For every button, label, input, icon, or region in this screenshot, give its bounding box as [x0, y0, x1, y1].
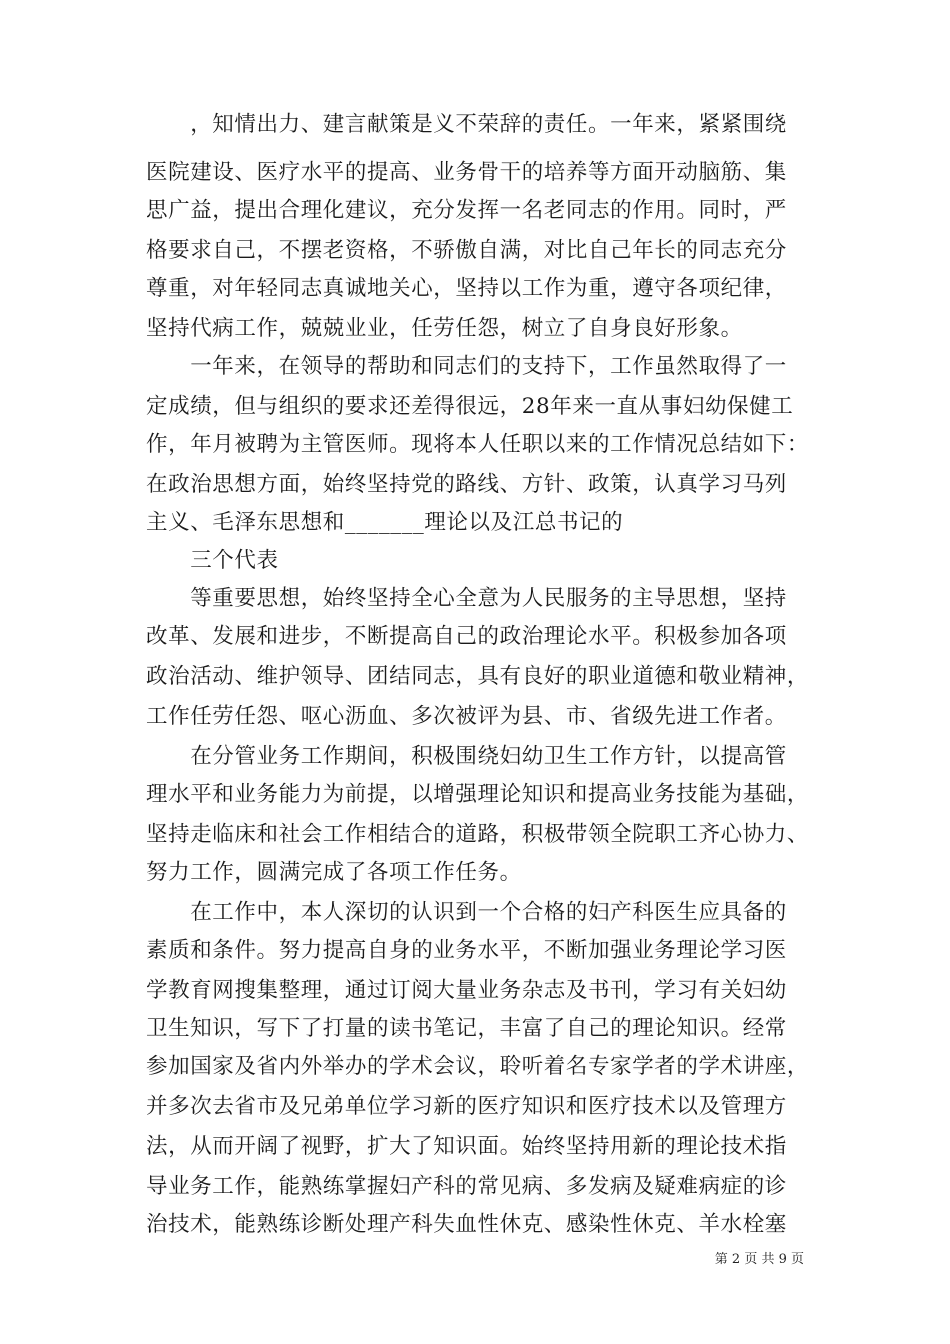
text-line: 在分管业务工作期间，积极围绕妇幼卫生工作方针，以提高管	[146, 744, 787, 769]
text-line: 在工作中，本人深切的认识到一个合格的妇产科医生应具备的	[146, 900, 787, 925]
text-line: 卫生知识，写下了打量的读书笔记，丰富了自己的理论知识。经常	[146, 1016, 787, 1041]
text-line: 医院建设、医疗水平的提高、业务骨干的培养等方面开动脑筋、集	[146, 160, 787, 185]
page-number: 第 2 页 共 9 页	[714, 1252, 804, 1267]
text-line: 法，从而开阔了视野，扩大了知识面。始终坚持用新的理论技术指	[146, 1134, 787, 1159]
text-line: 等重要思想，始终坚持全心全意为人民服务的主导思想，坚持	[146, 586, 787, 611]
text-line: 工作任劳任怨、呕心沥血、多次被评为县、市、省级先进工作者。	[146, 704, 787, 729]
text-line: 努力工作，圆满完成了各项工作任务。	[146, 860, 522, 885]
text-line: 理水平和业务能力为前提，以增强理论知识和提高业务技能为基础，	[146, 782, 810, 807]
text-line: 主义、毛泽东思想和_______理论以及江总书记的	[146, 510, 624, 535]
text-line: 素质和条件。努力提高自身的业务水平，不断加强业务理论学习医	[146, 938, 787, 963]
text-line: 作，年月被聘为主管医师。现将本人任职以来的工作情况总结如下：	[146, 432, 810, 457]
text-line: 参加国家及省内外举办的学术会议，聆听着名专家学者的学术讲座，	[146, 1054, 810, 1079]
text-line: 格要求自己，不摆老资格，不骄傲自满，对比自己年长的同志充分	[146, 238, 787, 263]
text-line: 坚持代病工作，兢兢业业，任劳任怨，树立了自身良好形象。	[146, 316, 743, 341]
text-line: 导业务工作，能熟练掌握妇产科的常见病、多发病及疑难病症的诊	[146, 1174, 787, 1199]
text-line: 政治活动、维护领导、团结同志，具有良好的职业道德和敬业精神，	[146, 664, 810, 689]
text-line: 尊重，对年轻同志真诚地关心，坚持以工作为重，遵守各项纪律，	[146, 276, 787, 301]
text-line: 思广益，提出合理化建议，充分发挥一名老同志的作用。同时，严	[146, 198, 787, 223]
text-line: 坚持走临床和社会工作相结合的道路，积极带领全院职工齐心协力、	[146, 822, 810, 847]
text-line: 改革、发展和进步，不断提高自己的政治理论水平。积极参加各项	[146, 624, 787, 649]
text-line: ，知情出力、建言献策是义不荣辞的责任。一年来，紧紧围绕	[146, 112, 787, 137]
text-line: 治技术，能熟练诊断处理产科失血性休克、感染性休克、羊水栓塞	[146, 1212, 787, 1237]
text-line: 三个代表	[146, 548, 279, 573]
text-line: 一年来，在领导的帮助和同志们的支持下，工作虽然取得了一	[146, 354, 787, 379]
text-line: 定成绩，但与组织的要求还差得很远，28年来一直从事妇幼保健工	[146, 394, 794, 419]
text-line: 学教育网搜集整理，通过订阅大量业务杂志及书刊，学习有关妇幼	[146, 978, 787, 1003]
text-line: 并多次去省市及兄弟单位学习新的医疗知识和医疗技术以及管理方	[146, 1094, 787, 1119]
text-line: 在政治思想方面，始终坚持党的路线、方针、政策，认真学习马列	[146, 472, 787, 497]
